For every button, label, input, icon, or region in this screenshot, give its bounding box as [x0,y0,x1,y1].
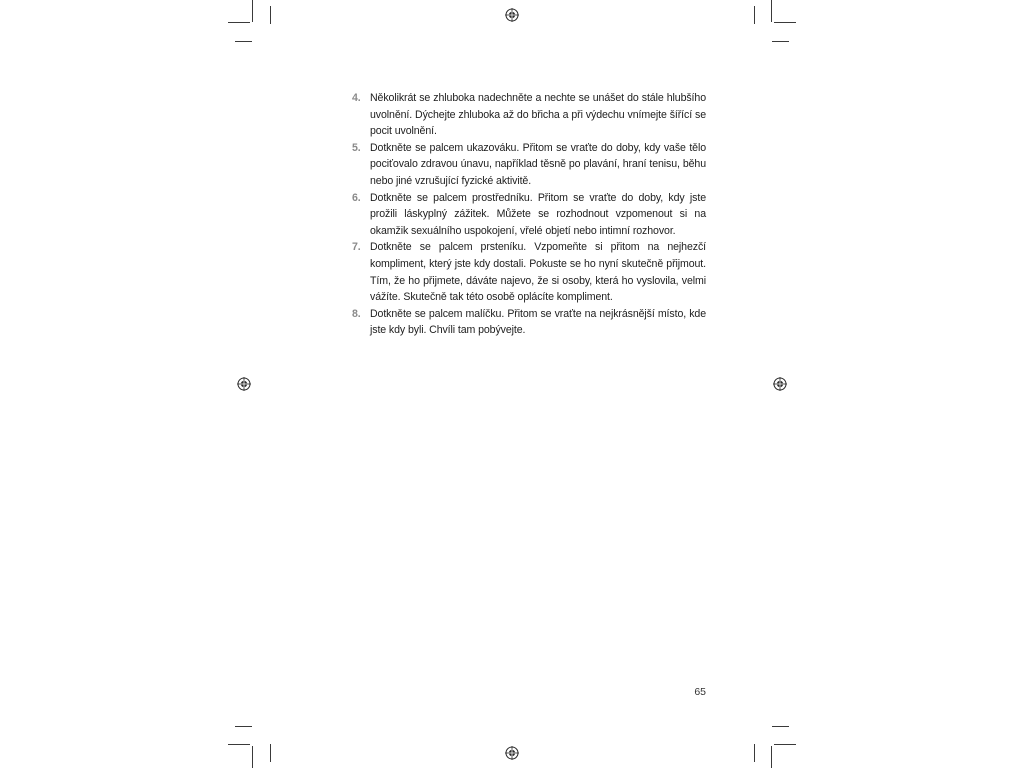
crop-mark-bottom-left-h2 [228,744,250,745]
crop-mark-top-left-h [228,22,250,23]
item-text: Dotkněte se palcem malíčku. Přitom se vraťte na nejkrásnější místo, kde jste kdy byli. Chvíli tam pobývejte. [370,307,706,337]
item-number: 8. [352,307,361,320]
crop-mark-bottom-left-h [235,726,252,727]
list-item [352,90,706,140]
item-number: 7. [352,241,361,254]
page-number: 65 [694,686,706,698]
crop-mark-bottom-left-v [252,746,253,768]
crop-mark-bottom-right-h2 [774,744,796,745]
item-text: Dotkněte se palcem prostředníku. Přitom se vraťte do doby, kdy jste prožili láskyplný zážitek. Můžete se rozhodnout vzpomenout si na okamžik sexuálního uspokojení, vřelé objetí nebo intimní rozhovor. [370,191,706,237]
crop-mark-top-right-h [774,22,796,23]
crop-mark-top-right-v2 [754,6,755,24]
crop-mark-bottom-right-v [771,746,772,768]
crop-mark-bottom-left-v2 [270,744,271,762]
item-text: Dotkněte se palcem ukazováku. Přitom se vraťte do doby, kdy vaše tělo pociťovalo zdravou únavu, například těsně po plavání, hraní tenisu, běhu nebo jiné vzrušující fyzické aktivitě. [370,141,706,187]
crop-mark-top-left-h2 [235,41,252,42]
item-number: 5. [352,141,361,154]
item-number: 6. [352,191,361,204]
crop-mark-top-left-v2 [270,6,271,24]
crop-mark-bottom-right-h [772,726,789,727]
crop-mark-bottom-right-v2 [754,744,755,762]
crop-mark-top-right-v [771,0,772,22]
item-number: 4. [352,92,361,104]
crop-mark-top-left-v [252,0,253,22]
numbered-instructions-list [352,90,706,339]
list-item [352,140,706,190]
registration-target-icon [773,377,787,391]
item-text: Dotkněte se palcem prsteníku. Vzpomeňte si přitom na nejhezčí kompliment, který jste kdy dostali. Pokuste se ho nyní skutečně přijmout. Tím, že ho přijmete, dáváte najevo, že si osoby, která ho vyslovila, velmi vážíte. Skutečně tak této osobě oplácíte kompliment. [370,241,706,304]
list-item [352,306,706,339]
list-item [352,239,706,305]
crop-mark-top-right-h2 [772,41,789,42]
registration-target-icon [237,377,251,391]
registration-target-icon [505,746,519,760]
registration-target-icon [505,8,519,22]
item-text: Několikrát se zhluboka nadechněte a nechte se unášet do stále hlubšího uvolnění. Dýchejte zhluboka až do břicha a při výdechu vnímejte šířící se pocit uvolnění. [370,92,706,138]
list-item [352,190,706,240]
